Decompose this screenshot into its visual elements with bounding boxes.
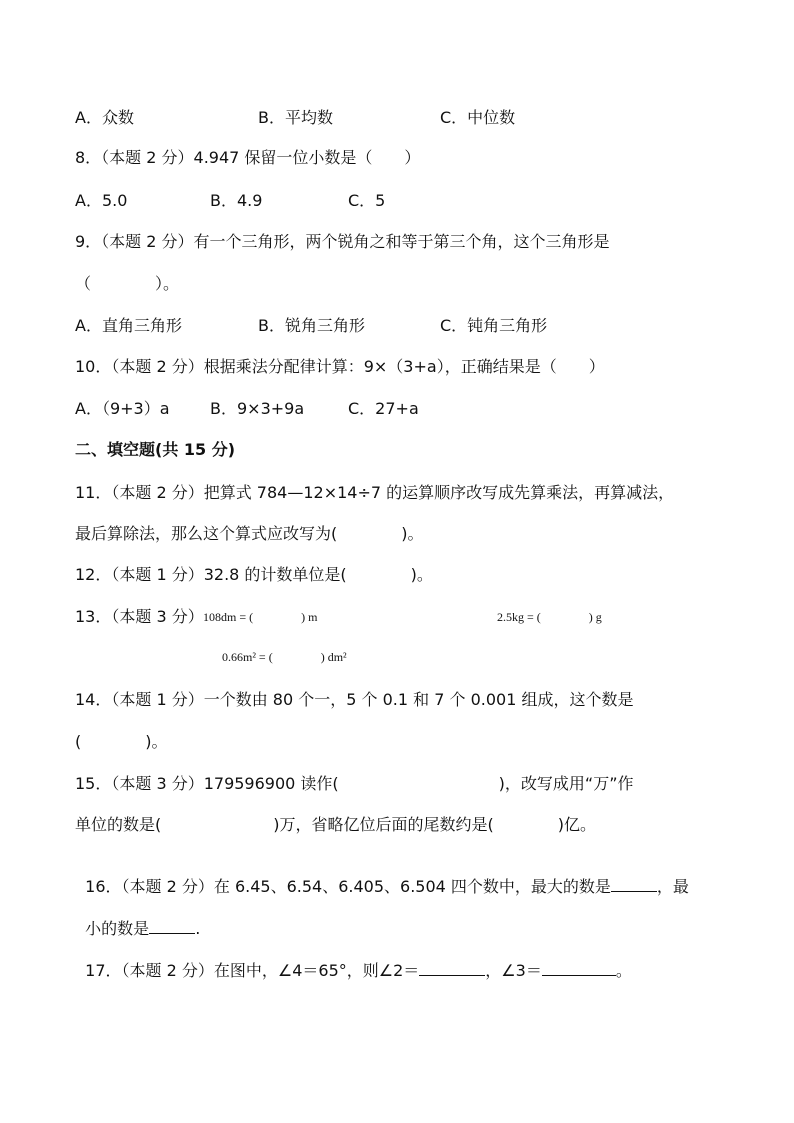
q7-option-a: A．众数 xyxy=(75,108,134,127)
q16-line2-text: 小的数是 xyxy=(85,919,150,938)
q17-text-b: ，∠3＝ xyxy=(485,961,542,980)
q9-option-b: B．锐角三角形 xyxy=(258,316,365,335)
q8-option-a: A．5.0 xyxy=(75,191,128,210)
q16-line1-end: ，最 xyxy=(656,877,689,896)
q16-line1-text: 16．（本题 2 分）在 6.45、6.54、6.405、6.504 四个数中，最大的数是 xyxy=(85,877,611,896)
section-title: 二、填空题(共 15 分) xyxy=(75,440,236,459)
q9-option-a: A．直角三角形 xyxy=(75,316,182,335)
q17-blank-angle2[interactable] xyxy=(419,961,485,976)
q14-line1: 14．（本题 1 分）一个数由 80 个一，5 个 0.1 和 7 个 0.001 组成，这个数是 xyxy=(75,690,634,709)
q9-option-c: C．钝角三角形 xyxy=(440,316,548,335)
q13-part3: 0.66m² = ( ) dm² xyxy=(222,650,347,664)
q11-line1: 11．（本题 2 分）把算式 784—12×14÷7 的运算顺序改写成先算乘法，再算减法， xyxy=(75,483,675,502)
q8-stem: 8．（本题 2 分）4.947 保留一位小数是（ ） xyxy=(75,148,421,167)
q17-line xyxy=(75,941,632,981)
q16-line1 xyxy=(75,857,689,897)
q17-text-a: 17．（本题 2 分）在图中，∠4＝65°，则∠2＝ xyxy=(85,961,420,980)
q7-option-b: B．平均数 xyxy=(258,108,333,127)
q10-option-b: B．9×3+9a xyxy=(210,399,305,418)
q7-option-c: C．中位数 xyxy=(440,108,516,127)
q16-blank-smallest[interactable] xyxy=(149,919,195,934)
q17-blank-angle3[interactable] xyxy=(542,961,616,976)
q15-line1: 15．（本题 3 分）179596900 读作( )，改写成用“万”作 xyxy=(75,774,634,793)
q8-option-b: B．4.9 xyxy=(210,191,263,210)
q10-stem: 10．（本题 2 分）根据乘法分配律计算：9×（3+a），正确结果是（ ） xyxy=(75,357,605,376)
q10-option-a: A．（9+3）a xyxy=(75,399,170,418)
q13-part2: 2.5kg = ( ) g xyxy=(497,610,602,624)
q15-line2: 单位的数是( )万，省略亿位后面的尾数约是( )亿。 xyxy=(75,815,596,834)
q10-option-c: C．27+a xyxy=(348,399,419,418)
q16-blank-largest[interactable] xyxy=(611,877,657,892)
q13-prefix: 13．（本题 3 分） xyxy=(75,607,204,626)
q14-line2: ( )。 xyxy=(75,732,168,751)
q9-stem-line1: 9．（本题 2 分）有一个三角形，两个锐角之和等于第三个角，这个三角形是 xyxy=(75,232,610,251)
q9-stem-line2: （ ）。 xyxy=(75,274,180,293)
q16-line2 xyxy=(75,899,200,939)
q16-line2-end: . xyxy=(195,919,201,938)
q11-line2: 最后算除法，那么这个算式应改写为( )。 xyxy=(75,524,424,543)
q13-part1: 108dm = ( ) m xyxy=(203,610,318,624)
q8-option-c: C．5 xyxy=(348,191,386,210)
q12-line1: 12．（本题 1 分）32.8 的计数单位是( )。 xyxy=(75,565,433,584)
q17-text-c: 。 xyxy=(615,961,632,980)
